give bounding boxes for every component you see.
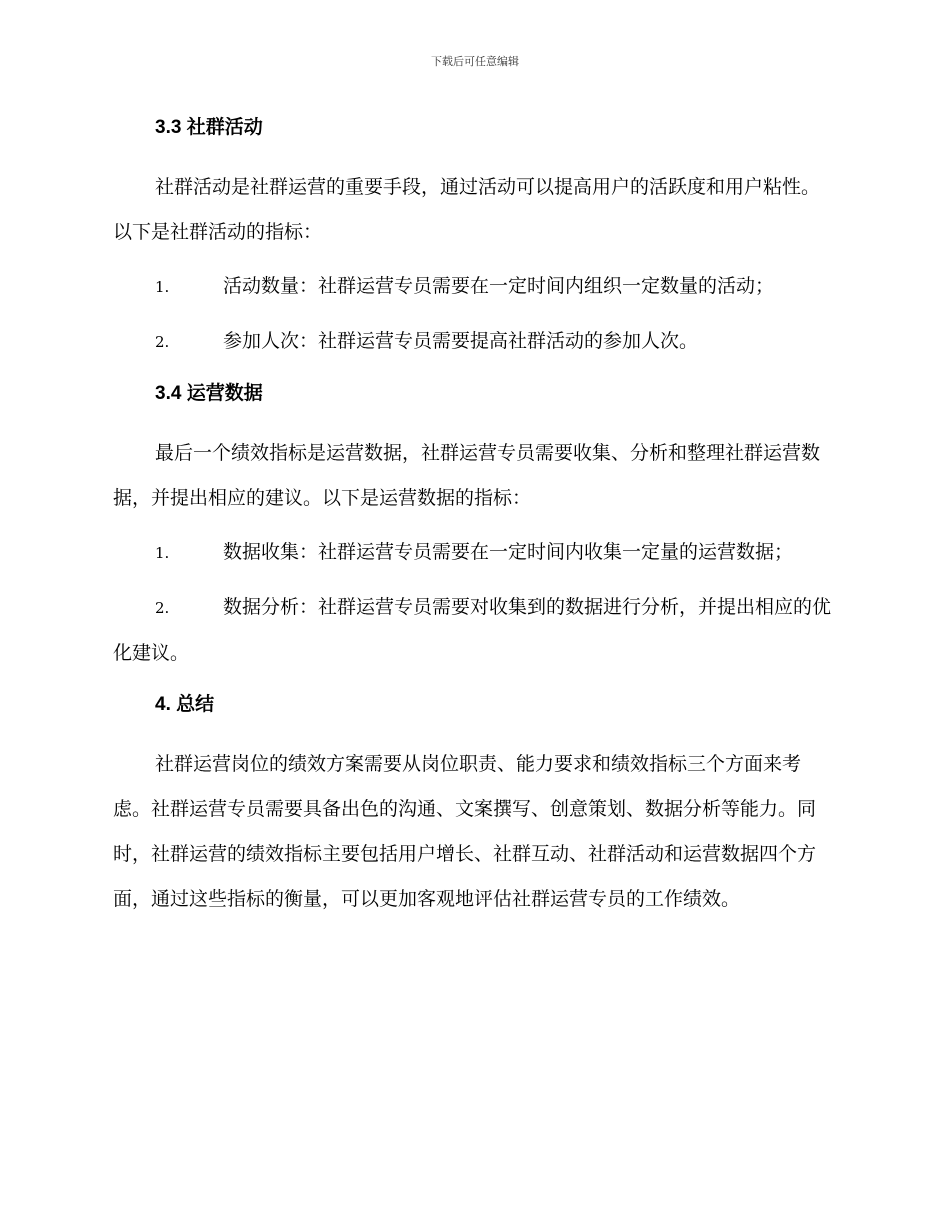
list-item [113,264,833,310]
list-item [113,319,833,365]
section-heading-3-4: 3.4 运营数据 [155,383,263,404]
list-item-number: 2. [155,599,170,617]
section-3-4-intro: 最后一个绩效指标是运营数据，社群运营专员需要收集、分析和整理社群运营数据，并提出相应的建议。以下是运营数据的指标： [113,442,821,509]
list-item-number: 2. [155,333,170,351]
list-item-number: 1. [155,544,170,562]
list-item-text: 数据收集：社群运营专员需要在一定时间内收集一定量的运营数据； [223,541,794,563]
list-item-text: 数据分析：社群运营专员需要对收集到的数据进行分析，并提出相应的优化建议。 [113,596,832,664]
page-header: 下载后可任意编辑 [431,55,519,68]
document-body [113,114,833,922]
section-3-3-intro: 社群活动是社群运营的重要手段，通过活动可以提高用户的活跃度和用户粘性。以下是社群活动的指标： [113,176,821,243]
section-heading-3-3: 3.3 社群活动 [155,117,263,138]
section-heading-4: 4. 总结 [155,694,215,715]
list-item-text: 活动数量：社群运营专员需要在一定时间内组织一定数量的活动； [223,275,775,297]
list-item [113,585,833,676]
section-4-summary: 社群运营岗位的绩效方案需要从岗位职责、能力要求和绩效指标三个方面来考虑。社群运营专员需要具备出色的沟通、文案撰写、创意策划、数据分析等能力。同时，社群运营的绩效指标主要包括用户增长、社群互动、社群活动和运营数据四个方面，通过这些指标的衡量，可以更加客观地评估社群运营专员的工作绩效。 [113,753,817,910]
list-item-number: 1. [155,278,170,296]
list-item [113,530,833,576]
list-item-text: 参加人次：社群运营专员需要提高社群活动的参加人次。 [223,330,699,352]
